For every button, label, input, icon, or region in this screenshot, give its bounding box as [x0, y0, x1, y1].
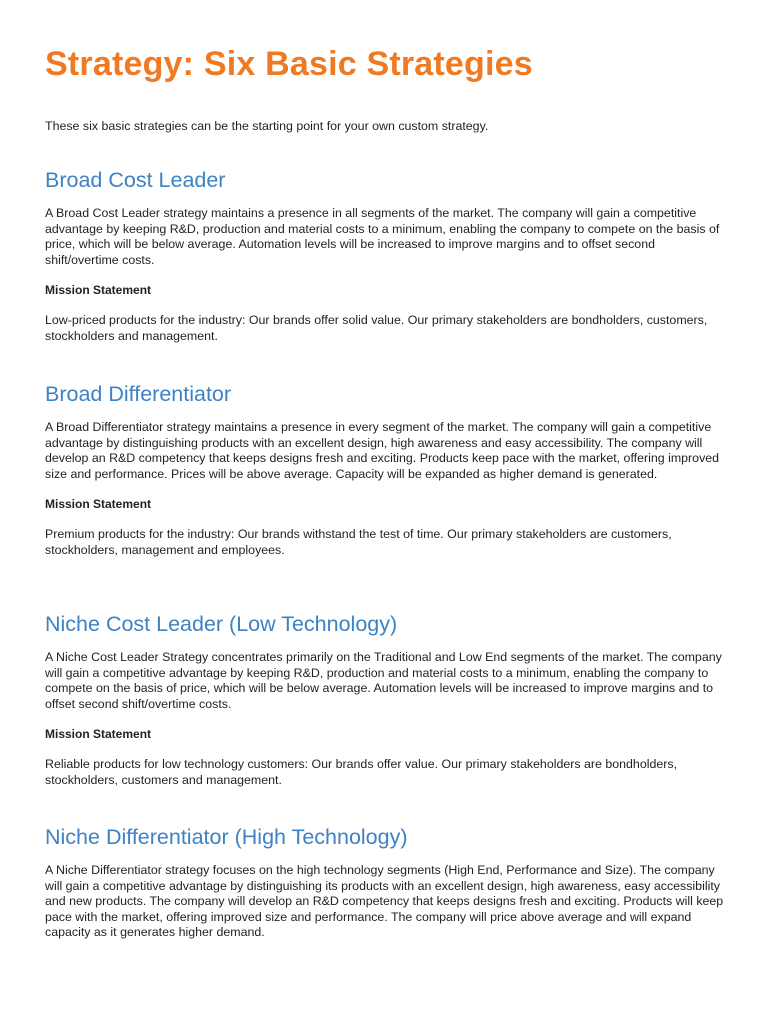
mission-statement-text: Premium products for the industry: Our brands withstand the test of time. Our primary stakeholders are customers, stockholders, management and employees.	[45, 527, 672, 557]
section-broad-cost-leader	[45, 166, 724, 345]
mission-statement-text: Low-priced products for the industry: Our brands offer solid value. Our primary stakeholders are bondholders, customers, stockholders and management.	[45, 313, 708, 343]
section-heading: Niche Differentiator (High Technology)	[45, 825, 408, 849]
section-body: A Broad Cost Leader strategy maintains a presence in all segments of the market. The company will gain a competitive advantage by keeping R&D, production and material costs to a minimum, enabling the company to compete on the basis of price, which will be below average. Automation levels will be increased to improve margins and to offset second shift/overtime costs.	[45, 206, 720, 267]
section-niche-cost-leader	[45, 610, 724, 789]
section-heading: Niche Cost Leader (Low Technology)	[45, 612, 398, 636]
page-title: Strategy: Six Basic Strategies	[45, 45, 533, 83]
mission-statement-label: Mission Statement	[45, 283, 152, 298]
mission-statement-label: Mission Statement	[45, 497, 152, 512]
section-body: A Niche Cost Leader Strategy concentrates primarily on the Traditional and Low End segments of the market. The company will gain a competitive advantage by keeping R&D, production and material costs to a minimum, enabling the company to compete on the basis of price, which will be below average. Automation levels will be increased to improve margins and to offset second shift/overtime costs.	[45, 650, 722, 711]
section-broad-differentiator	[45, 380, 724, 559]
section-heading: Broad Cost Leader	[45, 168, 226, 192]
section-heading: Broad Differentiator	[45, 382, 232, 406]
mission-statement-text: Reliable products for low technology customers: Our brands offer value. Our primary stakeholders are bondholders, stockholders, customers and management.	[45, 757, 678, 787]
mission-statement-label: Mission Statement	[45, 727, 152, 742]
section-body: A Niche Differentiator strategy focuses on the high technology segments (High End, Performance and Size). The company will gain a competitive advantage by distinguishing its products with an excellent design, high awareness, easy accessibility and new products. The company will develop an R&D competency that keeps designs fresh and exciting. Products will keep pace with the market, offering improved size and performance. The company will price above average and will expand capacity as it generates higher demand.	[45, 863, 724, 940]
section-niche-differentiator	[45, 823, 724, 941]
section-body: A Broad Differentiator strategy maintains a presence in every segment of the market. The company will gain a competitive advantage by distinguishing products with an excellent design, high awareness and easy accessibility. The company will develop an R&D competency that keeps designs fresh and exciting. Products keep pace with the market, offering improved size and performance. Prices will be above average. Capacity will be expanded as higher demand is generated.	[45, 420, 720, 481]
intro-paragraph: These six basic strategies can be the starting point for your own custom strategy.	[45, 119, 489, 133]
